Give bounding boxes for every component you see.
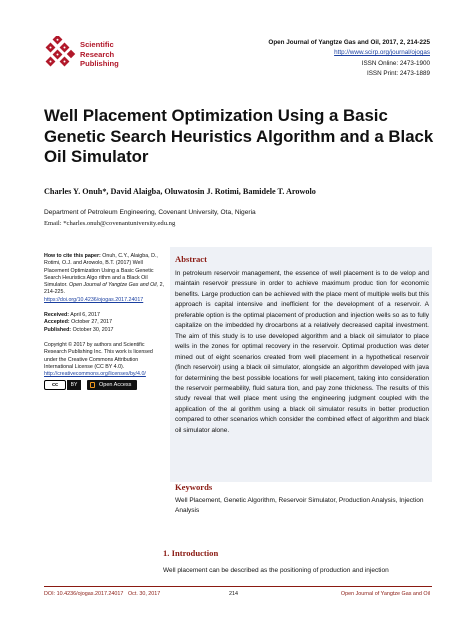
received-value: April 6, 2017 bbox=[70, 312, 100, 319]
footer-divider bbox=[44, 586, 432, 587]
accepted-date bbox=[44, 319, 167, 326]
footer-journal: Open Journal of Yangtze Gas and Oil bbox=[340, 591, 430, 597]
publisher-name bbox=[80, 40, 119, 69]
publisher-name-line1: Scientific bbox=[80, 40, 114, 49]
open-access-badge bbox=[87, 380, 137, 390]
open-lock-icon bbox=[90, 382, 95, 388]
citation-block bbox=[44, 253, 167, 304]
received-label: Received: bbox=[44, 312, 70, 319]
publisher-name-line3: Publishing bbox=[80, 59, 119, 69]
creative-commons-icon[interactable]: cc bbox=[44, 380, 66, 390]
dates-block bbox=[44, 312, 167, 334]
article-sidebar bbox=[44, 253, 167, 398]
introduction-heading: 1. Introduction bbox=[163, 548, 219, 558]
abstract-text: In petroleum reservoir management, the essence of well placement is to de velop and maintain reservoir pressure in order to achieve maximum produc tion for economic benefits. Large production can be achieved with the place ment of multiple wells but this approach is capital intensive and inefficient for the development of a reservoir. A preferable option is the optimal placement of production and injection wells so as to fully capitalize on the imbedded hy drocarbons at a relatively decreased capital investment. The aim of this study is to use developed algorithm and a black oil simulator to place wells in the zones for optimal recovery in the reservoir. Optimal production was deter mined out of eight scenarios created from well placement in a hypothetical reservoir (finch reservoir) using a black oil simulator, alongside an algorithm developed with java for determining the best possible locations for well placement, taking into consideration the reservoir permeability, fluid satura tion, and pay zone thickness. The results of this study reveal that well place ment using the engineering judgment coupled with the application of the al gorithm using a black oil simulator results in better production compared to other scenarios which consider the combined effect of algorithm and black oil simulator alone. bbox=[175, 270, 429, 434]
keywords-text: Well Placement, Genetic Algorithm, Reservoir Simulator, Production Analysis, Injection Analysis bbox=[175, 497, 424, 515]
author-email[interactable]: Email: *charles.onuh@covenantuniversity.edu.ng bbox=[44, 220, 176, 227]
copyright-text: Copyright © 2017 by authors and Scientific Research Publishing Inc. This work is licensed under the Creative Commons Attribution International License (CC BY 4.0). bbox=[44, 341, 153, 370]
publisher-logo bbox=[44, 36, 194, 76]
abstract-box bbox=[170, 247, 432, 482]
footer-doi: DOI: 10.4236/ojogas.2017.24017 bbox=[44, 591, 124, 597]
issn-print: ISSN Print: 2473-1889 bbox=[366, 70, 430, 78]
open-access-label: Open Access bbox=[99, 381, 132, 388]
issn-online: ISSN Online: 2473-1900 bbox=[361, 59, 430, 67]
cite-text: Onuh, C.Y., Alaigba, D., Rotimi, O.J. and Arowolo, B.T. (2017) Well Placement Optimization Using a Basic Genetic Search Heuristics Algo rithm and a Black Oil Simulator. bbox=[44, 253, 158, 289]
published-date bbox=[44, 327, 167, 334]
footer-doi-date bbox=[44, 591, 160, 597]
cite-label: How to cite this paper: bbox=[44, 253, 101, 259]
scirp-logo-icon bbox=[44, 36, 76, 72]
paper-title: Well Placement Optimization Using a Basic Genetic Search Heuristics Algorithm and a Black Oil Simulator bbox=[44, 106, 434, 167]
keywords-heading: Keywords bbox=[175, 482, 213, 492]
journal-info bbox=[268, 38, 430, 80]
received-date bbox=[44, 312, 167, 319]
cite-pages: 2, 214-225. bbox=[44, 282, 164, 296]
published-label: Published: bbox=[44, 326, 72, 333]
introduction-text: Well placement can be described as the positioning of production and injection bbox=[163, 567, 389, 574]
attribution-icon: BY bbox=[67, 380, 81, 390]
abstract-heading: Abstract bbox=[175, 254, 207, 264]
cite-journal: Open Journal of Yangtze Gas and Oil, bbox=[69, 282, 159, 289]
footer-date: Oct. 30, 2017 bbox=[127, 591, 161, 597]
license-link[interactable]: http://creativecommons.org/licenses/by/4.0/ bbox=[44, 371, 146, 378]
license-badges bbox=[44, 380, 167, 390]
copyright-block bbox=[44, 342, 167, 390]
authors: Charles Y. Onuh*, David Alaigba, Oluwatosin J. Rotimi, Bamidele T. Arowolo bbox=[44, 187, 316, 196]
affiliation: Department of Petroleum Engineering, Covenant University, Ota, Nigeria bbox=[44, 209, 256, 216]
page-number: 214 bbox=[229, 591, 238, 597]
accepted-label: Accepted: bbox=[44, 319, 70, 326]
journal-citation: Open Journal of Yangtze Gas and Oil, 2017, 2, 214-225 bbox=[268, 39, 430, 46]
cite-doi-link[interactable]: https://doi.org/10.4236/ojogas.2017.24017 bbox=[44, 296, 144, 303]
accepted-value: October 27, 2017 bbox=[71, 319, 113, 326]
journal-url-link[interactable]: http://www.scirp.org/journal/ojogas bbox=[334, 49, 430, 57]
published-value: October 30, 2017 bbox=[72, 326, 114, 333]
publisher-name-line2: Research bbox=[80, 49, 115, 59]
